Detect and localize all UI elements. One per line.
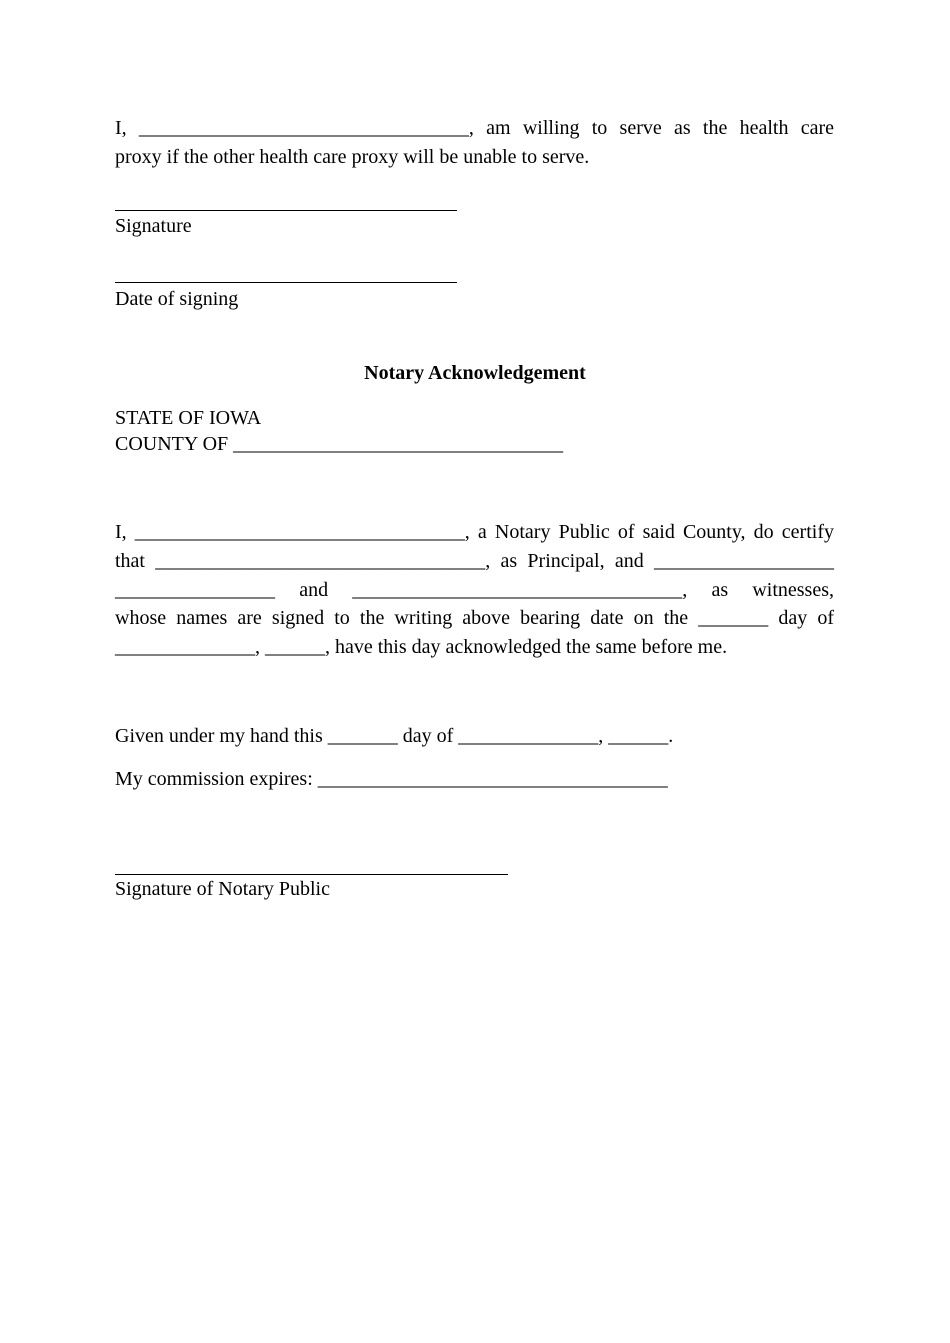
date-of-signing-line[interactable] <box>115 282 457 283</box>
certify-line-4: whose names are signed to the writing above bearing date on the _______ day of <box>115 607 834 629</box>
commission-expires-line: My commission expires: ___________________________________ <box>115 768 668 790</box>
certify-line-1: I, _________________________________, a Notary Public of said County, do certify <box>115 521 834 543</box>
proxy-statement-line-2: proxy if the other health care proxy will be unable to serve. <box>115 146 590 168</box>
county-line: COUNTY OF _________________________________ <box>115 433 564 455</box>
signature-line[interactable] <box>115 210 457 211</box>
state-line: STATE OF IOWA <box>115 407 262 429</box>
date-of-signing-label: Date of signing <box>115 288 239 310</box>
proxy-statement-line-1: I, _________________________________, am willing to serve as the health care <box>115 117 834 139</box>
certify-line-3: ________________ and _________________________________, as witnesses, <box>115 579 834 601</box>
certify-line-2: that _________________________________, as Principal, and __________________ <box>115 550 834 572</box>
certify-line-5: ______________, ______, have this day acknowledged the same before me. <box>115 636 728 658</box>
notary-signature-label: Signature of Notary Public <box>115 878 330 900</box>
given-under-hand-line: Given under my hand this _______ day of ______________, ______. <box>115 725 674 747</box>
notary-acknowledgement-title: Notary Acknowledgement <box>364 362 586 384</box>
notary-signature-line[interactable] <box>115 874 508 875</box>
signature-label: Signature <box>115 215 192 237</box>
